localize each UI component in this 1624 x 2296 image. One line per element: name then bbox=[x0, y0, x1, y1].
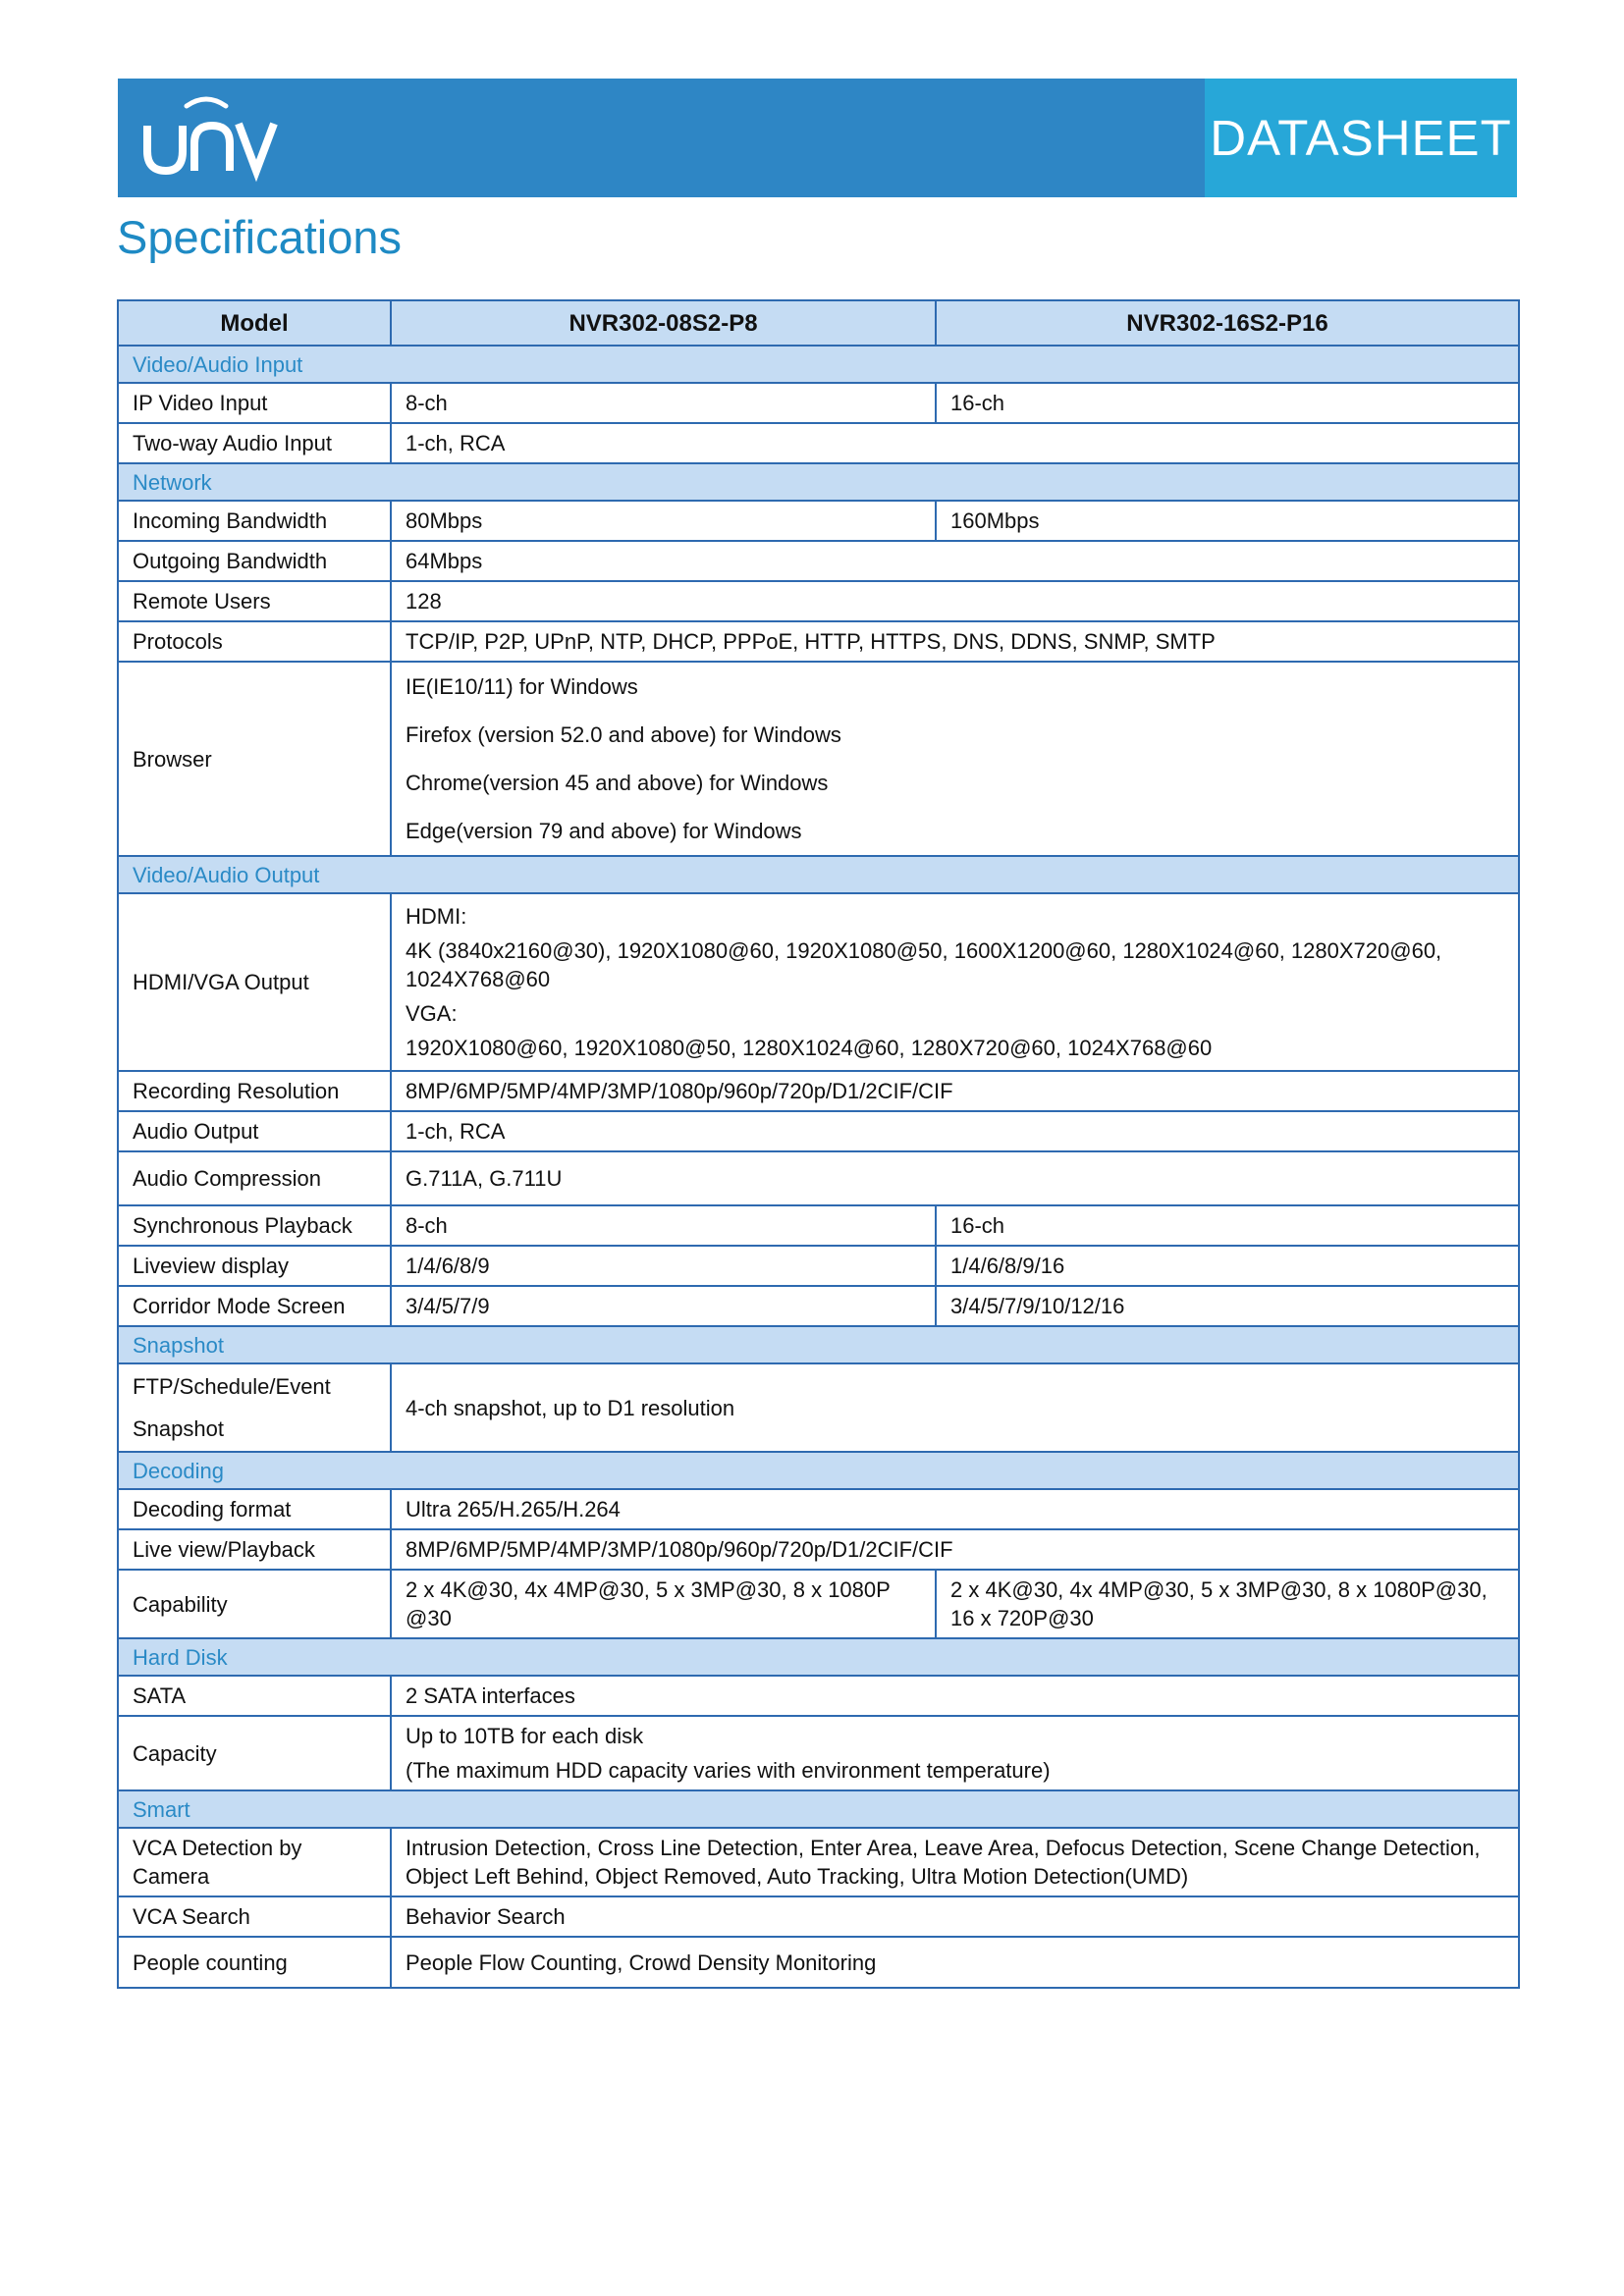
header-model: Model bbox=[118, 300, 391, 346]
table-row bbox=[118, 1828, 1519, 1896]
section-title: Smart bbox=[118, 1790, 1519, 1828]
row-label: VCA Search bbox=[118, 1896, 391, 1937]
datasheet-tag: DATASHEET bbox=[1205, 79, 1517, 197]
cell-value: People Flow Counting, Crowd Density Monitoring bbox=[391, 1937, 1519, 1988]
table-row bbox=[118, 1205, 1519, 1246]
cell-value: 8MP/6MP/5MP/4MP/3MP/1080p/960p/720p/D1/2CIF/CIF bbox=[391, 1529, 1519, 1570]
cell-value: 4-ch snapshot, up to D1 resolution bbox=[391, 1363, 1519, 1452]
cell-value: 64Mbps bbox=[391, 541, 1519, 581]
row-label bbox=[118, 1363, 391, 1452]
row-label: Corridor Mode Screen bbox=[118, 1286, 391, 1326]
browser-line: Chrome(version 45 and above) for Windows bbox=[406, 771, 829, 795]
section-row bbox=[118, 1638, 1519, 1676]
row-label: People counting bbox=[118, 1937, 391, 1988]
table-row bbox=[118, 1937, 1519, 1988]
section-row bbox=[118, 1452, 1519, 1489]
section-row bbox=[118, 463, 1519, 501]
cell-value: 2 SATA interfaces bbox=[391, 1676, 1519, 1716]
table-row bbox=[118, 1151, 1519, 1205]
row-label: Protocols bbox=[118, 621, 391, 662]
section-title: Network bbox=[118, 463, 1519, 501]
row-label: VCA Detection by Camera bbox=[118, 1828, 391, 1896]
label-line: FTP/Schedule/Event bbox=[133, 1374, 331, 1399]
row-label: Browser bbox=[118, 662, 391, 856]
table-row bbox=[118, 383, 1519, 423]
table-row bbox=[118, 501, 1519, 541]
cell-value bbox=[391, 662, 1519, 856]
label-line: Snapshot bbox=[133, 1416, 224, 1441]
row-label: Live view/Playback bbox=[118, 1529, 391, 1570]
unv-logo bbox=[139, 94, 287, 183]
section-row bbox=[118, 1326, 1519, 1363]
row-label: Synchronous Playback bbox=[118, 1205, 391, 1246]
capacity-line: (The maximum HDD capacity varies with environment temperature) bbox=[406, 1758, 1051, 1783]
cell-value: 1/4/6/8/9/16 bbox=[936, 1246, 1519, 1286]
vga-line: 1920X1080@60, 1920X1080@50, 1280X1024@60, 1280X720@60, 1024X768@60 bbox=[406, 1036, 1213, 1060]
cell-value bbox=[391, 893, 1519, 1071]
table-row bbox=[118, 662, 1519, 856]
table-row bbox=[118, 1676, 1519, 1716]
row-label: Audio Compression bbox=[118, 1151, 391, 1205]
vga-line: VGA: bbox=[406, 1001, 458, 1026]
cell-value: TCP/IP, P2P, UPnP, NTP, DHCP, PPPoE, HTTP, HTTPS, DNS, DDNS, SNMP, SMTP bbox=[391, 621, 1519, 662]
row-label: Decoding format bbox=[118, 1489, 391, 1529]
table-row bbox=[118, 1246, 1519, 1286]
cell-value: 80Mbps bbox=[391, 501, 936, 541]
cell-value: 1-ch, RCA bbox=[391, 1111, 1519, 1151]
cell-value: 16-ch bbox=[936, 383, 1519, 423]
section-row bbox=[118, 346, 1519, 383]
cell-value: 8MP/6MP/5MP/4MP/3MP/1080p/960p/720p/D1/2CIF/CIF bbox=[391, 1071, 1519, 1111]
cell-value: 3/4/5/7/9/10/12/16 bbox=[936, 1286, 1519, 1326]
page-title: Specifications bbox=[117, 211, 402, 263]
table-row bbox=[118, 1363, 1519, 1452]
header-model-1: NVR302-08S2-P8 bbox=[391, 300, 936, 346]
section-row bbox=[118, 856, 1519, 893]
cell-value: 8-ch bbox=[391, 383, 936, 423]
row-label: SATA bbox=[118, 1676, 391, 1716]
table-row bbox=[118, 1716, 1519, 1790]
cell-value: 1/4/6/8/9 bbox=[391, 1246, 936, 1286]
row-label: Capacity bbox=[118, 1716, 391, 1790]
cell-value: 1-ch, RCA bbox=[391, 423, 1519, 463]
table-row bbox=[118, 1489, 1519, 1529]
cell-value: Ultra 265/H.265/H.264 bbox=[391, 1489, 1519, 1529]
table-row bbox=[118, 581, 1519, 621]
browser-line: Edge(version 79 and above) for Windows bbox=[406, 819, 802, 843]
browser-line: Firefox (version 52.0 and above) for Windows bbox=[406, 722, 841, 747]
cell-value: 160Mbps bbox=[936, 501, 1519, 541]
table-row bbox=[118, 541, 1519, 581]
section-title: Video/Audio Input bbox=[118, 346, 1519, 383]
row-label: Capability bbox=[118, 1570, 391, 1638]
section-title: Video/Audio Output bbox=[118, 856, 1519, 893]
header-banner bbox=[118, 79, 1517, 197]
row-label: Incoming Bandwidth bbox=[118, 501, 391, 541]
row-label: Two-way Audio Input bbox=[118, 423, 391, 463]
hdmi-line: HDMI: bbox=[406, 904, 467, 929]
table-row bbox=[118, 1570, 1519, 1638]
table-header-row bbox=[118, 300, 1519, 346]
section-title: Hard Disk bbox=[118, 1638, 1519, 1676]
header-model-2: NVR302-16S2-P16 bbox=[936, 300, 1519, 346]
cell-value: 2 x 4K@30, 4x 4MP@30, 5 x 3MP@30, 8 x 1080P@30, 16 x 720P@30 bbox=[936, 1570, 1519, 1638]
cell-value: 3/4/5/7/9 bbox=[391, 1286, 936, 1326]
table-row bbox=[118, 893, 1519, 1071]
section-row bbox=[118, 1790, 1519, 1828]
table-row bbox=[118, 1896, 1519, 1937]
capacity-line: Up to 10TB for each disk bbox=[406, 1724, 644, 1748]
table-row bbox=[118, 423, 1519, 463]
cell-value: Behavior Search bbox=[391, 1896, 1519, 1937]
row-label: Recording Resolution bbox=[118, 1071, 391, 1111]
row-label: Liveview display bbox=[118, 1246, 391, 1286]
cell-value: 2 x 4K@30, 4x 4MP@30, 5 x 3MP@30, 8 x 1080P @30 bbox=[391, 1570, 936, 1638]
table-row bbox=[118, 1071, 1519, 1111]
hdmi-line: 4K (3840x2160@30), 1920X1080@60, 1920X1080@50, 1600X1200@60, 1280X1024@60, 1280X720@60, 1024X768@60 bbox=[406, 938, 1442, 991]
cell-value: 16-ch bbox=[936, 1205, 1519, 1246]
cell-value: 8-ch bbox=[391, 1205, 936, 1246]
specifications-table bbox=[117, 299, 1520, 1989]
row-label: Remote Users bbox=[118, 581, 391, 621]
section-title: Decoding bbox=[118, 1452, 1519, 1489]
cell-value: 128 bbox=[391, 581, 1519, 621]
row-label: Audio Output bbox=[118, 1111, 391, 1151]
table-row bbox=[118, 1286, 1519, 1326]
row-label: HDMI/VGA Output bbox=[118, 893, 391, 1071]
section-title: Snapshot bbox=[118, 1326, 1519, 1363]
cell-value: Intrusion Detection, Cross Line Detection, Enter Area, Leave Area, Defocus Detection, Scene Change Detection, Object Left Behind, Object Removed, Auto Tracking, Ultra Motion Detection(UMD) bbox=[391, 1828, 1519, 1896]
table-row bbox=[118, 1111, 1519, 1151]
row-label: IP Video Input bbox=[118, 383, 391, 423]
table-row bbox=[118, 621, 1519, 662]
cell-value bbox=[391, 1716, 1519, 1790]
cell-value: G.711A, G.711U bbox=[391, 1151, 1519, 1205]
table-row bbox=[118, 1529, 1519, 1570]
row-label: Outgoing Bandwidth bbox=[118, 541, 391, 581]
browser-line: IE(IE10/11) for Windows bbox=[406, 674, 638, 699]
